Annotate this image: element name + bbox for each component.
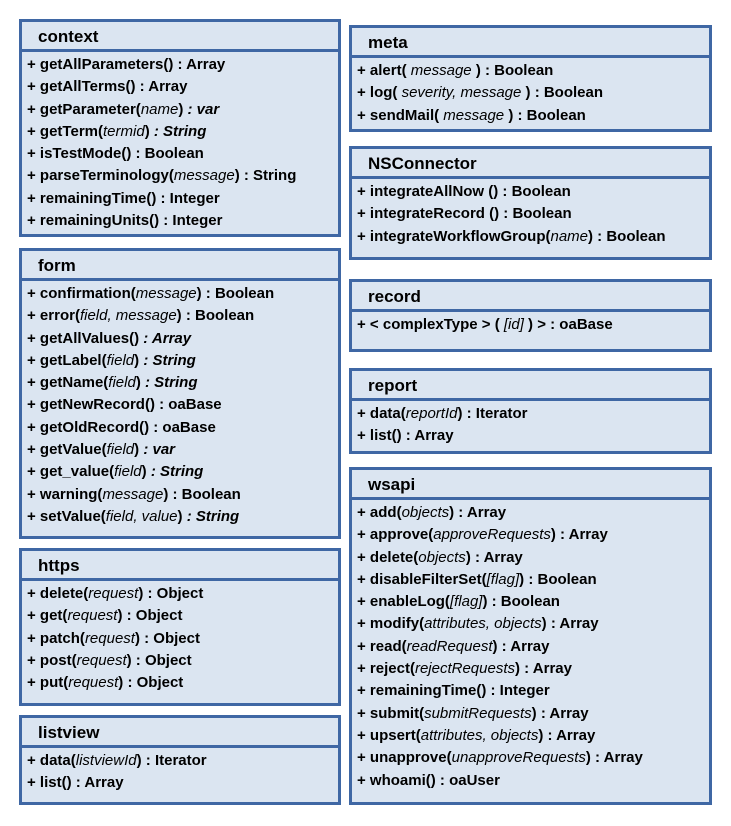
method-row — [27, 121, 338, 143]
method-params: submitRequests — [424, 704, 532, 722]
method-row — [357, 203, 709, 225]
method-row — [357, 105, 709, 127]
method-text: ) : Array — [492, 637, 550, 655]
method-params: [flag] — [486, 570, 520, 588]
method-text: ) : Boolean — [588, 227, 666, 245]
method-row — [27, 76, 338, 98]
method-params: request — [84, 629, 135, 647]
method-text: + upsert( — [357, 726, 421, 744]
method-text: ) — [177, 507, 187, 525]
method-text: + alert( — [357, 62, 411, 79]
method-text: + getLabel( — [27, 351, 107, 369]
method-text: + getOldRecord() : oaBase — [27, 418, 216, 436]
class-title: meta — [352, 28, 709, 58]
method-params: request — [68, 674, 119, 692]
method-text: ) : Boolean — [482, 593, 560, 611]
method-params: rejectRequests — [414, 660, 516, 678]
method-params: field — [108, 374, 136, 392]
method-row — [27, 328, 338, 350]
class-record — [349, 279, 712, 352]
method-row — [357, 314, 709, 336]
class-listview — [19, 715, 341, 805]
method-text: + remainingUnits() : Integer — [27, 212, 223, 230]
method-params: message — [135, 285, 197, 302]
method-list — [352, 500, 709, 792]
method-text: + patch( — [27, 629, 85, 647]
method-row — [357, 569, 709, 591]
method-text: + submit( — [357, 704, 425, 722]
method-row — [27, 439, 338, 461]
method-text: + getAllTerms() : Array — [27, 78, 188, 96]
method-params: listviewId — [75, 752, 137, 769]
method-text: ) : Boolean — [504, 106, 586, 124]
method-row — [27, 484, 338, 506]
method-params: [id] — [503, 316, 524, 333]
method-params: message — [410, 62, 472, 79]
method-text: + reject( — [357, 660, 415, 678]
method-return-type: : var — [143, 441, 176, 459]
class-wsapi — [349, 467, 712, 805]
method-text: + list() : Array — [27, 774, 124, 792]
method-text: ) : Boolean — [176, 307, 255, 325]
method-return-type: : String — [150, 463, 204, 481]
method-text: ) : Array — [465, 548, 523, 566]
method-text: + put( — [27, 674, 69, 692]
method-text: + read( — [357, 637, 407, 655]
method-row — [357, 680, 709, 702]
method-return-type: : String — [143, 351, 196, 369]
method-row — [27, 305, 338, 327]
method-text: + enableLog( — [357, 593, 450, 611]
class-title: wsapi — [352, 470, 709, 500]
method-row — [27, 99, 338, 121]
method-params: message — [443, 106, 505, 124]
method-row — [357, 703, 709, 725]
method-params: reportId — [405, 405, 458, 422]
method-text: + remainingTime() : Integer — [357, 682, 550, 700]
method-text: + getAllValues() — [27, 329, 144, 347]
method-row — [27, 672, 338, 694]
method-text: + delete( — [357, 548, 419, 566]
method-params: field — [106, 351, 135, 369]
method-text: + getName( — [27, 374, 109, 392]
method-text: + data( — [27, 752, 76, 769]
method-params: attributes, objects — [420, 726, 539, 744]
method-return-type: : var — [187, 100, 220, 118]
method-params: objects — [418, 548, 466, 566]
method-text: + get( — [27, 607, 68, 625]
method-text: ) : Iterator — [136, 752, 207, 769]
method-params: [flag] — [449, 593, 483, 611]
method-row — [27, 506, 338, 528]
method-text: ) : Object — [117, 607, 183, 625]
class-title: https — [22, 551, 338, 581]
method-return-type: : String — [153, 122, 207, 140]
method-row — [27, 350, 338, 372]
method-row — [357, 226, 709, 248]
method-params: severity, message — [401, 84, 522, 102]
class-title: report — [352, 371, 709, 401]
method-text: + getValue( — [27, 441, 107, 459]
method-row — [27, 165, 338, 187]
method-row — [357, 747, 709, 769]
method-list — [22, 52, 338, 232]
method-text: ) : String — [234, 167, 297, 185]
method-text: ) — [141, 463, 151, 481]
method-text: ) : Array — [449, 504, 507, 521]
method-params: request — [76, 651, 127, 669]
method-text: ) : Boolean — [196, 285, 275, 302]
method-row — [357, 502, 709, 524]
method-text: ) : Array — [585, 749, 643, 767]
method-row — [27, 650, 338, 672]
method-params: message — [102, 485, 164, 503]
method-text: ) : Array — [515, 660, 572, 678]
method-row — [357, 770, 709, 792]
method-text: + modify( — [357, 615, 425, 633]
method-row — [357, 60, 709, 82]
method-row — [27, 188, 338, 210]
method-text: + approve( — [357, 526, 434, 544]
method-text: + data( — [357, 405, 406, 422]
method-text: ) : Boolean — [163, 485, 241, 503]
method-text: + getTerm( — [27, 122, 103, 140]
method-row — [27, 143, 338, 165]
method-row — [357, 636, 709, 658]
method-text: + warning( — [27, 485, 103, 503]
method-text: ) : Iterator — [457, 405, 528, 422]
method-params: approveRequests — [433, 526, 551, 544]
method-text: + unapprove( — [357, 749, 452, 767]
method-row — [27, 54, 338, 76]
method-text: ) — [178, 100, 188, 118]
method-params: unapproveRequests — [451, 749, 586, 767]
method-text: + getParameter( — [27, 100, 141, 118]
method-row — [357, 425, 709, 447]
class-nsconnector — [349, 146, 712, 260]
method-params: readRequest — [406, 637, 493, 655]
class-report — [349, 368, 712, 454]
method-params: field — [106, 441, 135, 459]
method-params: request — [67, 607, 118, 625]
method-text: ) — [134, 351, 144, 369]
method-row — [357, 403, 709, 425]
method-text: ) : Array — [531, 704, 589, 722]
class-meta — [349, 25, 712, 132]
method-row — [27, 461, 338, 483]
method-row — [27, 628, 338, 650]
method-text: + error( — [27, 307, 80, 325]
method-text: + remainingTime() : Integer — [27, 189, 220, 207]
method-list — [352, 401, 709, 448]
method-text: + < complexType > ( — [357, 316, 504, 333]
method-text: ) : Object — [138, 585, 204, 602]
method-params: field, message — [79, 307, 177, 325]
method-return-type: : String — [144, 374, 198, 392]
class-title: form — [22, 251, 338, 281]
method-row — [27, 605, 338, 627]
method-text: ) : Boolean — [519, 570, 597, 588]
method-params: field, value — [105, 507, 178, 525]
method-text: + whoami() : oaUser — [357, 771, 500, 789]
method-params: termid — [103, 122, 145, 140]
method-text: + integrateRecord () : Boolean — [357, 205, 572, 223]
method-row — [27, 750, 338, 772]
method-list — [352, 312, 709, 336]
method-text: ) — [134, 441, 144, 459]
method-text: ) : Object — [126, 651, 192, 669]
method-text: + post( — [27, 651, 77, 669]
method-text: ) : Object — [118, 674, 184, 692]
method-row — [357, 725, 709, 747]
method-text: + integrateWorkflowGroup( — [357, 227, 551, 245]
class-form — [19, 248, 341, 539]
method-params: field — [114, 463, 142, 481]
method-row — [357, 82, 709, 104]
class-https — [19, 548, 341, 706]
class-title: listview — [22, 718, 338, 748]
method-text: ) : Array — [550, 526, 608, 544]
method-text: + list() : Array — [357, 427, 454, 445]
method-row — [27, 394, 338, 416]
method-row — [27, 372, 338, 394]
method-row — [357, 524, 709, 546]
method-text: ) : Array — [541, 615, 599, 633]
method-row — [357, 181, 709, 203]
method-row — [357, 591, 709, 613]
method-text: + add( — [357, 504, 402, 521]
method-row — [27, 283, 338, 305]
method-list — [22, 281, 338, 528]
method-text: ) : Array — [538, 726, 596, 744]
method-text: + getAllParameters() : Array — [27, 56, 226, 73]
class-context — [19, 19, 341, 237]
method-return-type: : Array — [143, 329, 192, 347]
method-params: request — [88, 585, 139, 602]
method-params: name — [550, 227, 589, 245]
method-list — [352, 58, 709, 127]
method-row — [357, 658, 709, 680]
method-params: objects — [401, 504, 450, 521]
method-text: + log( — [357, 84, 402, 102]
method-row — [357, 613, 709, 635]
method-text: + delete( — [27, 585, 89, 602]
method-text: + isTestMode() : Boolean — [27, 145, 204, 163]
method-list — [352, 179, 709, 248]
method-text: ) — [144, 122, 154, 140]
method-text: ) — [135, 374, 145, 392]
method-return-type: : String — [186, 507, 240, 525]
method-params: name — [140, 100, 179, 118]
method-text: ) > : oaBase — [523, 316, 613, 333]
class-title: NSConnector — [352, 149, 709, 179]
method-text: ) : Boolean — [471, 62, 554, 79]
method-text: + getNewRecord() : oaBase — [27, 396, 222, 414]
method-text: ) : Boolean — [521, 84, 604, 102]
method-text: + get_value( — [27, 463, 115, 481]
method-row — [27, 772, 338, 794]
method-text: ) : Object — [134, 629, 200, 647]
class-title: record — [352, 282, 709, 312]
method-text: + disableFilterSet( — [357, 570, 487, 588]
method-text: + integrateAllNow () : Boolean — [357, 183, 571, 200]
method-list — [22, 581, 338, 694]
method-text: + confirmation( — [27, 285, 136, 302]
method-row — [27, 210, 338, 232]
method-text: + sendMail( — [357, 106, 444, 124]
method-row — [27, 583, 338, 605]
method-row — [27, 417, 338, 439]
method-params: message — [173, 167, 235, 185]
method-params: attributes, objects — [424, 615, 542, 633]
method-text: + parseTerminology( — [27, 167, 174, 185]
method-row — [357, 547, 709, 569]
class-title: context — [22, 22, 338, 52]
method-text: + setValue( — [27, 507, 106, 525]
method-list — [22, 748, 338, 795]
